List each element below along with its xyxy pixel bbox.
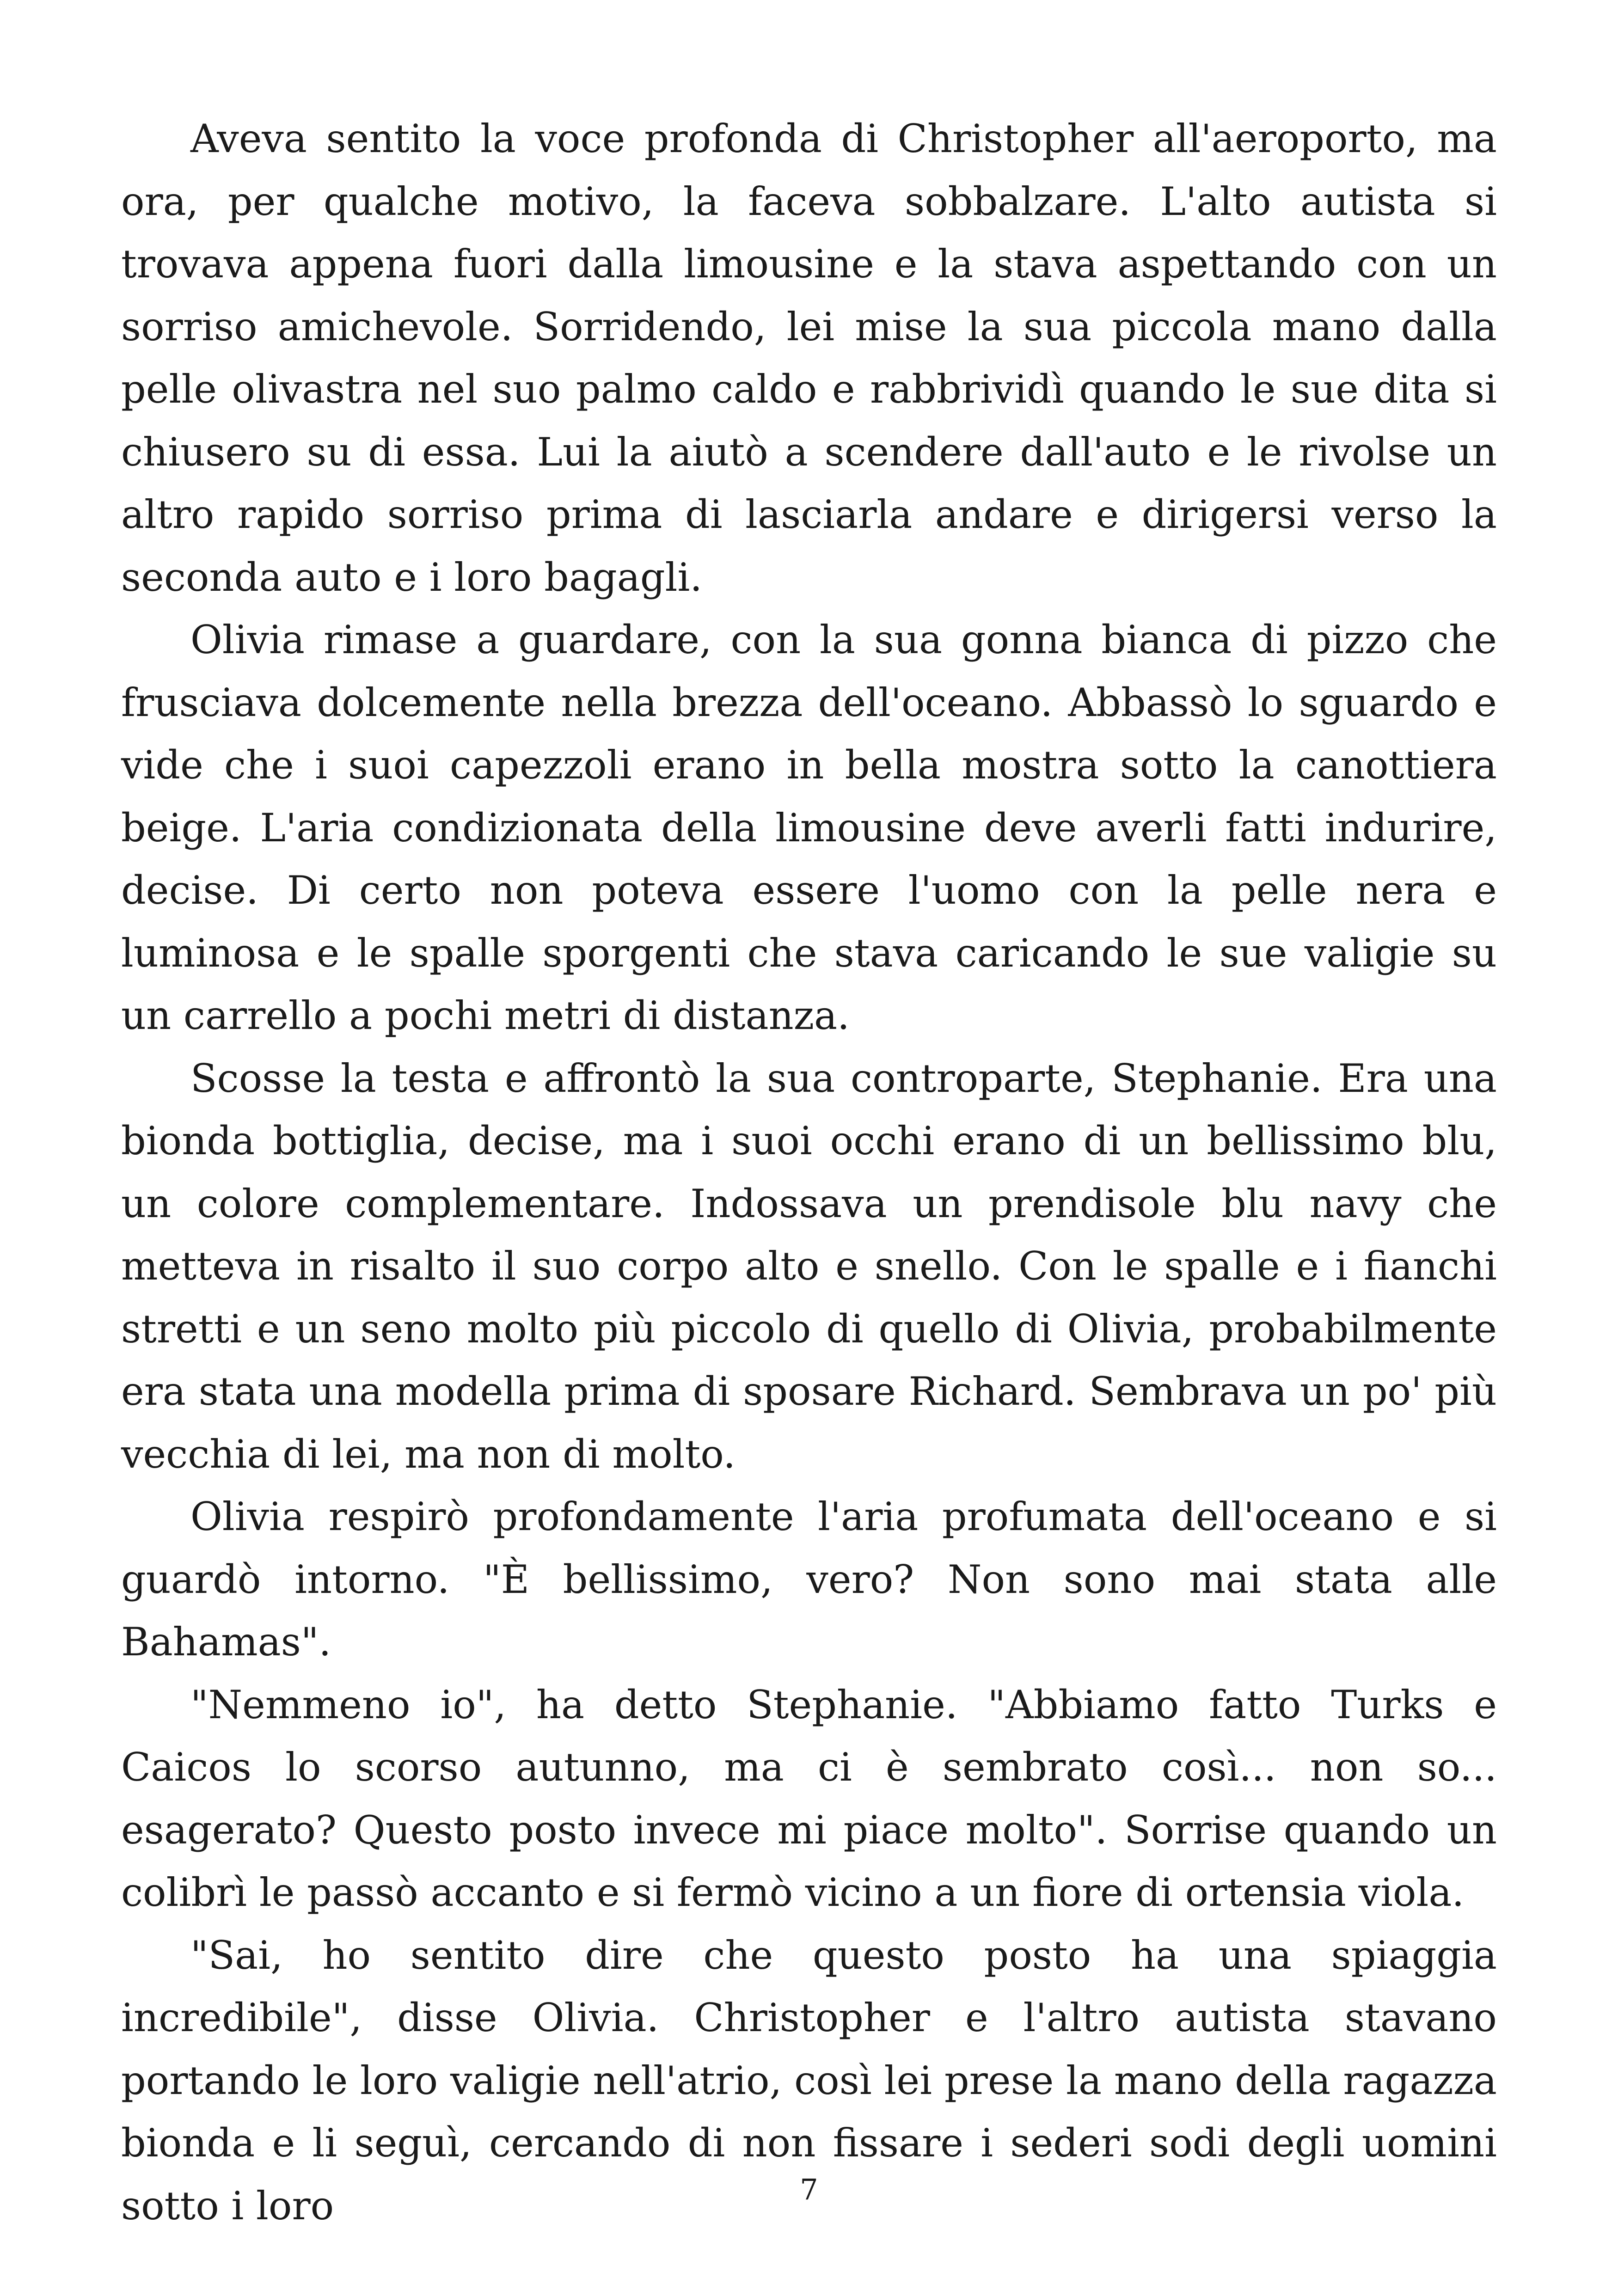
paragraph-4: Olivia respirò profondamente l'aria profumata dell'oceano e si guardò intorno. "È bellissimo, vero? Non sono mai stata alle Bahamas". [121, 1494, 1497, 1665]
paragraph-3: Scosse la testa e affrontò la sua controparte, Stephanie. Era una bionda bottiglia, decise, ma i suoi occhi erano di un bellissimo blu, un colore complementare. Indossava un prendisole blu navy che metteva in risalto il suo corpo alto e snello. Con le spalle e i fianchi stretti e un seno molto più piccolo di quello di Olivia, probabilmente era stata una modella prima di sposare Richard. Sembrava un po' più vecchia di lei, ma non di molto. [121, 1055, 1497, 1477]
paragraph-2: Olivia rimase a guardare, con la sua gonna bianca di pizzo che frusciava dolcemente nella brezza dell'oceano. Abbassò lo sguardo e vide che i suoi capezzoli erano in bella mostra sotto la canottiera beige. L'aria condizionata della limousine deve averli fatti indurire, decise. Di certo non poteva essere l'uomo con la pelle nera e luminosa e le spalle sporgenti che stava caricando le sue valigie su un carrello a pochi metri di distanza. [121, 617, 1497, 1038]
paragraph-6: "Sai, ho sentito dire che questo posto ha una spiaggia incredibile", disse Olivia. Christopher e l'altro autista stavano portando le loro valigie nell'atrio, così lei prese la mano della ragazza bionda e li seguì, cercando di non fissare i sederi sodi degli uomini sotto i loro [121, 1932, 1497, 2229]
body-text [121, 108, 1497, 2237]
page-number: 7 [800, 2173, 818, 2206]
paragraph-5: "Nemmeno io", ha detto Stephanie. "Abbiamo fatto Turks e Caicos lo scorso autunno, ma ci è sembrato così... non so... esagerato? Questo posto invece mi piace molto". Sorrise quando un colibrì le passò accanto e si fermò vicino a un fiore di ortensia viola. [121, 1682, 1497, 1915]
paragraph-1: Aveva sentito la voce profonda di Christopher all'aeroporto, ma ora, per qualche motivo, la faceva sobbalzare. L'alto autista si trovava appena fuori dalla limousine e la stava aspettando con un sorriso amichevole. Sorridendo, lei mise la sua piccola mano dalla pelle olivastra nel suo palmo caldo e rabbrividì quando le sue dita si chiusero su di essa. Lui la aiutò a scendere dall'auto e le rivolse un altro rapido sorriso prima di lasciarla andare e dirigersi verso la seconda auto e i loro bagagli. [121, 116, 1497, 600]
